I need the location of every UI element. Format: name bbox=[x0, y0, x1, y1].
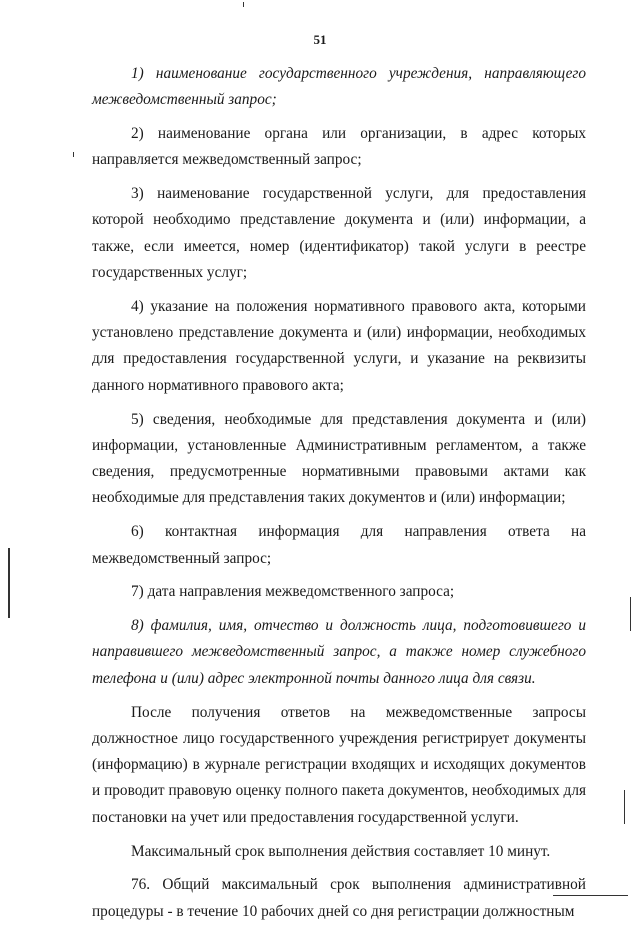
scan-mark bbox=[8, 548, 10, 618]
scan-mark bbox=[243, 2, 244, 7]
paragraph-registration: После получения ответов на межведомственные запросы должностное лицо государственного учреждения регистрирует документы (информацию) в журнале регистрации входящих и исходящих документов и проводит правовую оценку полного пакета документов, необходимых для постановки на учет или предоставления государственной услуги. bbox=[92, 703, 586, 826]
page-number: 51 bbox=[313, 32, 327, 47]
document-body bbox=[92, 61, 586, 932]
paragraph-item-3: 3) наименование государственной услуги, для предоставления которой необходимо представление документа и (или) информации, а также, если имеется, номер (идентификатор) такой услуги в реестре государственных услуг; bbox=[92, 185, 586, 282]
paragraph-item-1: 1) наименование государственного учреждения, направляющего межведомственный запрос; bbox=[92, 65, 586, 109]
paragraph-item-8: 8) фамилия, имя, отчество и должность лица, подготовившего и направившего межведомственный запрос, а также номер служебного телефона и (или) адрес электронной почты данного лица для связи. bbox=[92, 617, 586, 687]
scan-mark bbox=[73, 152, 74, 157]
paragraph-76: 76. Общий максимальный срок выполнения административной процедуры - в течение 10 рабочих дней со дня регистрации должностным bbox=[92, 876, 586, 920]
scan-mark bbox=[624, 790, 625, 824]
paragraph-max-duration: Максимальный срок выполнения действия составляет 10 минут. bbox=[131, 842, 551, 860]
paragraph-item-6: 6) контактная информация для направления ответа на межведомственный запрос; bbox=[92, 523, 586, 567]
paragraph-item-2: 2) наименование органа или организации, в адрес которых направляется межведомственный запрос; bbox=[92, 125, 586, 169]
scan-mark bbox=[553, 895, 628, 896]
scan-mark bbox=[630, 597, 631, 631]
paragraph-item-4: 4) указание на положения нормативного правового акта, которыми установлено представление документа и (или) информации, необходимых для предоставления государственной услуги, и указание на реквизиты данного нормативного правового акта; bbox=[92, 297, 586, 394]
paragraph-item-7: 7) дата направления межведомственного запроса; bbox=[131, 583, 455, 601]
paragraph-item-5: 5) сведения, необходимые для представления документа и (или) информации, установленные Административным регламентом, а также сведения, предусмотренные нормативными правовыми актами как необходимые для представления таких документов и (или) информации; bbox=[92, 410, 586, 507]
